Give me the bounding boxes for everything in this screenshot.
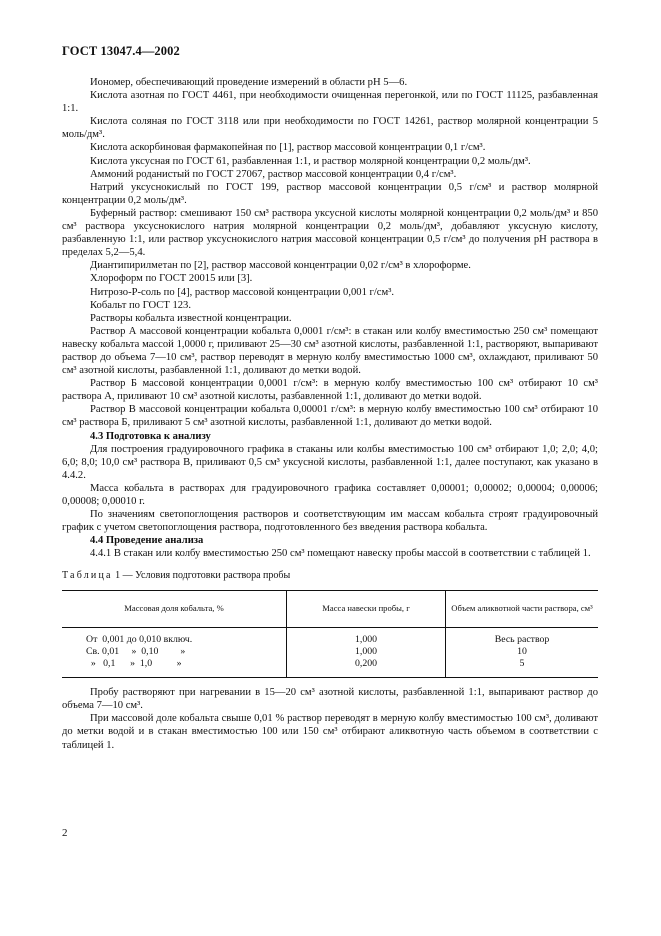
cell-line: 5 bbox=[519, 657, 525, 669]
cell-cobalt-fraction bbox=[62, 627, 287, 678]
paragraph-ammonium-thiocyanate: Аммоний роданистый по ГОСТ 27067, раствор массовой концентрации 0,4 г/см³. bbox=[90, 168, 457, 180]
page-number: 2 bbox=[62, 827, 68, 839]
paragraph-ascorbic-acid: Кислота аскорбиновая фармакопейная по [1], раствор массовой концентрации 0,1 г/см³. bbox=[90, 142, 486, 154]
table-row bbox=[62, 627, 598, 678]
paragraph-buffer-solution: Буферный раствор: смешивают 150 см³ раствора уксусной кислоты молярной концентрации 0,2 моль/дм³ и 850 см³ раствора уксуснокислого натрия молярной концентрации 0,2 моль/дм³, добавляют уксусную кислоту, разбавленную 1:1, или раствор уксуснокислого натрия массовой концентрации 0,5 г/см³ до получения pH раствора в пределах 5,2—5,4. bbox=[62, 207, 598, 259]
paragraph-aliquot: При массовой доле кобальта свыше 0,01 % раствор переводят в мерную колбу вместимостью 100 см³, доливают до метки водой и в стакан вместимостью 100 или 150 см³ отбирают аликвотную часть объемом в соответствии с таблицей 1. bbox=[62, 713, 598, 751]
paragraph-calibration-graph: По значениям светопоглощения растворов и соответствующим им массам кобальта строят градуировочный график с учетом светопоглощения раствора, подготовленного без введения раствора кобальта. bbox=[62, 509, 598, 534]
table-caption bbox=[62, 569, 598, 582]
cell-line: От 0,001 до 0,010 включ. bbox=[86, 633, 193, 645]
paragraph-calibration: Для построения градуировочного графика в стаканы или колбы вместимостью 100 см³ отбирают 1,0; 2,0; 4,0; 6,0; 8,0; 10,0 см³ раствора В, приливают 0,5 см³ уксусной кислоты, разбавленной 1:1, далее поступают, как указано в 4.4.2. bbox=[62, 443, 598, 481]
section-heading-4-3: 4.3 Подготовка к анализу bbox=[90, 430, 211, 442]
document-body bbox=[62, 76, 598, 752]
paragraph-diantipyrylmethane: Диантипирилметан по [2], раствор массовой концентрации 0,02 г/см³ в хлороформе. bbox=[90, 260, 471, 272]
paragraph-cobalt-mass: Масса кобальта в растворах для градуировочного графика составляет 0,00001; 0,00002; 0,00004; 0,00006; 0,00008; 0,00010 г. bbox=[62, 482, 598, 507]
paragraph-sodium-acetate: Натрий уксуснокислый по ГОСТ 199, раствор массовой концентрации 0,5 г/см³ и раствор молярной концентрации 0,2 моль/дм³. bbox=[62, 181, 598, 206]
cell-line: Св. 0,01 » 0,10 » bbox=[86, 645, 186, 657]
document-header: ГОСТ 13047.4—2002 bbox=[62, 44, 180, 58]
cell-sample-mass bbox=[287, 627, 446, 678]
paragraph-acetic-acid: Кислота уксусная по ГОСТ 61, разбавленная 1:1, и раствор молярной концентрации 0,2 моль/дм³. bbox=[90, 155, 531, 167]
table-caption-label: Таблица bbox=[62, 570, 113, 582]
cell-line: 0,200 bbox=[354, 657, 378, 669]
paragraph-solution-b: Раствор Б массовой концентрации 0,0001 г/см³: в мерную колбу вместимостью 100 см³ отбирают 10 см³ раствора А, приливают 10 см³ азотной кислоты, разбавленной 1:1, доливают до метки водой. bbox=[62, 378, 598, 403]
header-cobalt-fraction: Массовая доля кобальта, % bbox=[62, 590, 287, 627]
header-sample-mass: Масса навески пробы, г bbox=[287, 590, 446, 627]
table-header-row bbox=[62, 590, 598, 627]
paragraph-4-4-1: 4.4.1 В стакан или колбу вместимостью 250 см³ помещают навеску пробы массой в соответствии с таблицей 1. bbox=[90, 548, 591, 560]
paragraph-cobalt: Кобальт по ГОСТ 123. bbox=[90, 299, 191, 311]
paragraph-solution-v: Раствор В массовой концентрации кобальта 0,00001 г/см³: в мерную колбу вместимостью 100 см³ отбирают 10 см³ раствора Б, приливают 5 см³ азотной кислоты, разбавленной 1:1, доливают до метки водой. bbox=[62, 404, 598, 429]
cell-aliquot-volume bbox=[446, 627, 599, 678]
header-aliquot-volume: Объем аликвотной части раствора, см³ bbox=[446, 590, 599, 627]
paragraph-dissolution: Пробу растворяют при нагревании в 15—20 см³ азотной кислоты, разбавленной 1:1, выпаривают раствор до объема 7—10 см³. bbox=[62, 687, 598, 712]
cell-line: 1,000 bbox=[354, 645, 378, 657]
table-sample-preparation bbox=[62, 590, 598, 679]
section-heading-4-4: 4.4 Проведение анализа bbox=[90, 535, 204, 547]
paragraph-ionomer: Иономер, обеспечивающий проведение измерений в области pH 5—6. bbox=[90, 77, 408, 88]
paragraph-hydrochloric-acid: Кислота соляная по ГОСТ 3118 или при необходимости по ГОСТ 14261, раствор молярной концентрации 5 моль/дм³. bbox=[62, 116, 598, 141]
paragraph-chloroform: Хлороформ по ГОСТ 20015 или [3]. bbox=[90, 273, 253, 285]
cell-line: Весь раствор bbox=[494, 633, 550, 645]
cell-line: 1,000 bbox=[354, 633, 378, 645]
cell-line: 10 bbox=[517, 645, 527, 657]
cell-line: » 0,1 » 1,0 » bbox=[86, 657, 182, 669]
table-caption-text: 1 — Условия подготовки раствора пробы bbox=[115, 570, 291, 582]
paragraph-cobalt-solutions: Растворы кобальта известной концентрации. bbox=[90, 312, 292, 324]
paragraph-nitric-acid: Кислота азотная по ГОСТ 4461, при необходимости очищенная перегонкой, или по ГОСТ 11125, разбавленная 1:1. bbox=[62, 90, 598, 115]
paragraph-nitroso-r-salt: Нитрозо-Р-соль по [4], раствор массовой концентрации 0,001 г/см³. bbox=[90, 286, 395, 298]
paragraph-solution-a: Раствор А массовой концентрации кобальта 0,0001 г/см³: в стакан или колбу вместимостью 250 см³ помещают навеску кобальта массой 1,0000 г, приливают 25—30 см³ азотной кислоты, разбавленной 1:1, растворяют, выпаривают раствор до объема 7—10 см³, раствор переводят в мерную колбу вместимостью 1000 см³, охлаждают, приливают 50 см³ азотной кислоты, разбавленной 1:1, доливают до метки водой. bbox=[62, 325, 598, 377]
